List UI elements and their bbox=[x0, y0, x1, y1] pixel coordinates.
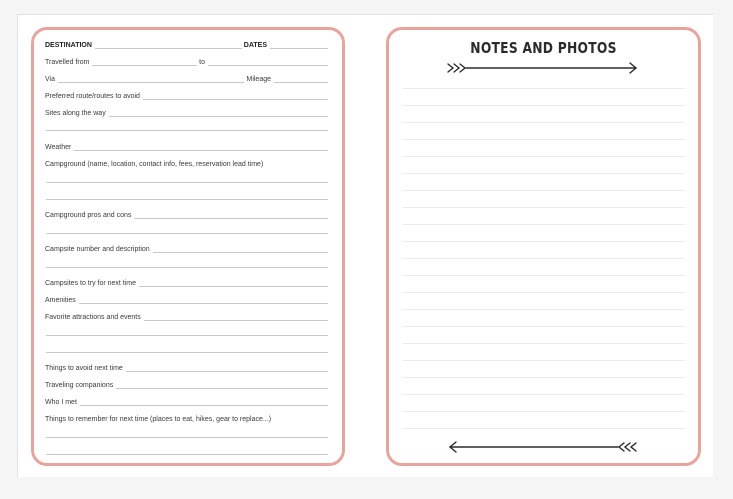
ruled-line[interactable] bbox=[402, 88, 685, 89]
ruled-line[interactable] bbox=[402, 309, 685, 310]
ruled-line[interactable] bbox=[402, 394, 685, 395]
pros-cons-blank-line[interactable] bbox=[46, 233, 328, 234]
amenities-field[interactable] bbox=[45, 295, 328, 305]
campsite-number-line[interactable] bbox=[153, 252, 328, 253]
travelled-from-label: Travelled from bbox=[45, 59, 90, 66]
who-i-met-field[interactable] bbox=[45, 397, 328, 407]
destination-line[interactable] bbox=[95, 48, 242, 49]
campsite-number-field[interactable] bbox=[45, 244, 328, 254]
destination-field[interactable] bbox=[45, 40, 328, 50]
ruled-line[interactable] bbox=[402, 258, 685, 259]
arrow-right-icon bbox=[447, 61, 639, 75]
campsites-next-time-line[interactable] bbox=[139, 286, 328, 287]
campsites-next-time-label: Campsites to try for next time bbox=[45, 280, 137, 287]
mileage-line[interactable] bbox=[274, 82, 328, 83]
sites-along-way-label: Sites along the way bbox=[45, 110, 106, 117]
things-to-avoid-label: Things to avoid next time bbox=[45, 365, 123, 372]
remember-blank-line-2[interactable] bbox=[46, 454, 328, 455]
traveling-companions-line[interactable] bbox=[116, 388, 328, 389]
weather-line[interactable] bbox=[74, 150, 328, 151]
ruled-line[interactable] bbox=[402, 122, 685, 123]
campground-blank-line-2[interactable] bbox=[46, 199, 328, 200]
campsite-number-label: Campsite number and description bbox=[45, 246, 150, 253]
things-to-remember-label: Things to remember for next time (places to eat, hikes, gear to replace...) bbox=[45, 416, 272, 423]
ruled-line[interactable] bbox=[402, 428, 685, 429]
weather-label: Weather bbox=[45, 144, 72, 151]
arrow-left-icon bbox=[447, 440, 639, 454]
ruled-line[interactable] bbox=[402, 411, 685, 412]
things-to-remember-field bbox=[45, 414, 328, 424]
ruled-line[interactable] bbox=[402, 224, 685, 225]
favorite-attractions-label: Favorite attractions and events bbox=[45, 314, 141, 321]
campground-blank-line-1[interactable] bbox=[46, 182, 328, 183]
attractions-blank-line-1[interactable] bbox=[46, 335, 328, 336]
campground-pros-cons-field[interactable] bbox=[45, 210, 328, 220]
destination-label: DESTINATION bbox=[45, 42, 92, 49]
traveling-companions-field[interactable] bbox=[45, 380, 328, 390]
ruled-line[interactable] bbox=[402, 156, 685, 157]
ruled-line[interactable] bbox=[402, 292, 685, 293]
sites-blank-line[interactable] bbox=[46, 130, 328, 131]
traveling-companions-label: Traveling companions bbox=[45, 382, 114, 389]
favorite-attractions-line[interactable] bbox=[144, 320, 328, 321]
page-title: NOTES AND PHOTOS bbox=[470, 39, 617, 57]
things-to-avoid-field[interactable] bbox=[45, 363, 328, 373]
ruled-line[interactable] bbox=[402, 173, 685, 174]
campsite-blank-line[interactable] bbox=[46, 267, 328, 268]
ruled-line[interactable] bbox=[402, 377, 685, 378]
who-i-met-line[interactable] bbox=[80, 405, 328, 406]
via-field[interactable] bbox=[45, 74, 328, 84]
ruled-line[interactable] bbox=[402, 139, 685, 140]
things-to-avoid-line[interactable] bbox=[126, 371, 328, 372]
dates-label: DATES bbox=[243, 42, 267, 49]
who-i-met-label: Who I met bbox=[45, 399, 77, 406]
preferred-route-line[interactable] bbox=[143, 99, 328, 100]
travelled-from-field[interactable] bbox=[45, 57, 328, 67]
notes-photos-card bbox=[386, 27, 701, 466]
ruled-line[interactable] bbox=[402, 326, 685, 327]
mileage-label: Mileage bbox=[246, 76, 271, 83]
ruled-line[interactable] bbox=[402, 360, 685, 361]
ruled-line[interactable] bbox=[402, 207, 685, 208]
sites-along-way-line[interactable] bbox=[109, 116, 328, 117]
to-label: to bbox=[199, 59, 205, 66]
amenities-label: Amenities bbox=[45, 297, 76, 304]
amenities-line[interactable] bbox=[79, 303, 328, 304]
preferred-route-field[interactable] bbox=[45, 91, 328, 101]
remember-blank-line-1[interactable] bbox=[46, 437, 328, 438]
attractions-blank-line-2[interactable] bbox=[46, 352, 328, 353]
dates-line[interactable] bbox=[270, 48, 328, 49]
preferred-route-label: Preferred route/routes to avoid bbox=[45, 93, 140, 100]
campground-field bbox=[45, 159, 328, 169]
to-line[interactable] bbox=[208, 65, 328, 66]
campground-pros-cons-label: Campground pros and cons bbox=[45, 212, 132, 219]
ruled-line[interactable] bbox=[402, 275, 685, 276]
travelled-from-line[interactable] bbox=[92, 65, 197, 66]
via-line[interactable] bbox=[58, 82, 244, 83]
ruled-line[interactable] bbox=[402, 105, 685, 106]
campground-label: Campground (name, location, contact info, fees, reservation lead time) bbox=[45, 161, 264, 168]
campsites-next-time-field[interactable] bbox=[45, 278, 328, 288]
favorite-attractions-field[interactable] bbox=[45, 312, 328, 322]
ruled-line[interactable] bbox=[402, 241, 685, 242]
sites-along-way-field[interactable] bbox=[45, 108, 328, 118]
via-label: Via bbox=[45, 76, 55, 83]
ruled-line[interactable] bbox=[402, 190, 685, 191]
weather-field[interactable] bbox=[45, 142, 328, 152]
campground-pros-cons-line[interactable] bbox=[134, 218, 328, 219]
ruled-line[interactable] bbox=[402, 343, 685, 344]
